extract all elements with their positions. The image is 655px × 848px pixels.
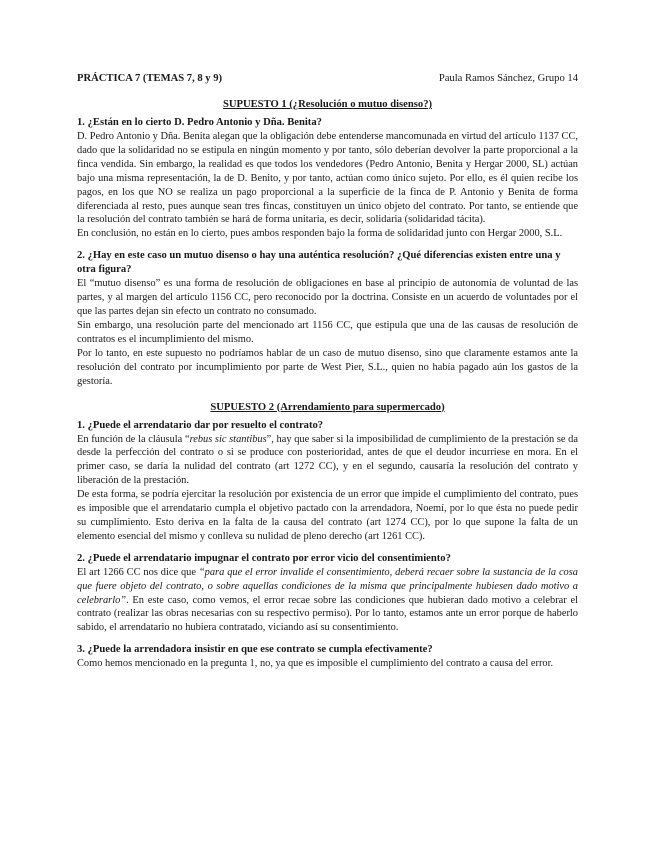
sup2-a2-text-b: . En este caso, como vemos, el error recae sobre las condiciones que hubieran dado motivo a celebrar el contrato (realizar las obras necesarias con su respectivo permiso). Por lo tanto, estamos ante un error porque de haberlo sabido, el arrendatario no hubiera contratado, viciando así su consentimiento. (77, 594, 578, 634)
sup2-answer-2-paragraph-1 (77, 566, 578, 636)
sup1-answer-2-paragraph-2: Sin embargo, una resolución parte del mencionado art 1156 CC, que estipula que una de las causas de resolución de contratos es el incumplimiento del mismo. (77, 319, 578, 345)
sup1-question-1: 1. ¿Están en lo cierto D. Pedro Antonio y Dña. Benita? (77, 117, 322, 128)
document-body (77, 98, 578, 671)
supuesto-1-title: SUPUESTO 1 (¿Resolución o mutuo disenso?) (222, 99, 433, 110)
author-info: Paula Ramos Sánchez, Grupo 14 (438, 73, 578, 84)
sup1-answer-2-paragraph-1: El “mutuo disenso” es una forma de resolución de obligaciones en base al principio de autonomía de voluntad de las partes, y al margen del artículo 1156 CC, pero reconocido por la doctrina. Consiste en un acuerdo de voluntades por el que las partes dejan sin efecto un contrato no consumado. (77, 278, 578, 318)
sup2-a2-text-a: El art 1266 CC nos dice que (77, 566, 199, 578)
page-header (77, 72, 578, 86)
sup1-answer-1-paragraph-2: En conclusión, no están en lo cierto, pues ambos responden bajo la forma de solidaridad junto con Hergar 2000, S.L. (77, 228, 563, 240)
sup2-question-3: 3. ¿Puede la arrendadora insistir en que ese contrato se cumpla efectivamente? (77, 644, 433, 656)
sup2-question-2: 2. ¿Puede el arrendatario impugnar el contrato por error vicio del consentimiento? (77, 552, 451, 564)
sup1-answer-2-paragraph-3: Por lo tanto, en este supuesto no podríamos hablar de un caso de mutuo disenso, sino que claramente estamos ante la resolución del contrato por incumplimiento por parte de West Pier, S.L., quien no había pagado aún los gastos de la gestoría. (77, 347, 578, 387)
document-title: PRÁCTICA 7 (TEMAS 7, 8 y 9) (77, 73, 223, 84)
sup2-answer-3-paragraph-1: Como hemos mencionado en la pregunta 1, no, ya que es imposible el cumplimiento del contrato a causa del error. (77, 658, 554, 670)
sup2-a1-text-b: ”, hay que saber si la imposibilidad de cumplimiento de la prestación se da desde la perfección del contrato o si se produce con posterioridad, antes de que el deudor incurriese en mora. En el primer caso, se daría la nulidad del contrato (art 1272 CC), y en el segundo, causaría la resolución del contrato y liberación de la prestación. (77, 433, 578, 487)
sup2-answer-1-paragraph-1 (77, 433, 578, 489)
sup2-a1-latin-term: rebus sic stantibus (189, 433, 267, 445)
sup1-answer-1-paragraph-1: D. Pedro Antonio y Dña. Benita alegan que la obligación debe entenderse mancomunada en virtud del artículo 1137 CC, dado que la solidaridad no se estipula en ningún momento y por tanto, sólo deberían devolver la parte proporcional a la finca vendida. Sin embargo, la realidad es que todos los vendedores (Pedro Antonio, Benita y Hergar 2000, SL) actúan bajo una misma representación, la de D. Benito, y por tanto, actúan como único sujeto. Por ello, es él quien recibe los pagos, en los que NO se realiza un pago proporcional a la superficie de la finca de P. Antonio y Benita de forma diferenciada al resto, pues aunque sean tres fincas, constituyen un único objeto del contrato. Por tanto, se entiende que la resolución del contrato también se hará de forma unitaria, es decir, solidaria (solidaridad tácita). (77, 131, 578, 226)
sup2-question-1: 1. ¿Puede el arrendatario dar por resuelto el contrato? (77, 419, 324, 431)
sup2-a2-quote: “para que el error invalide el consentimiento, deberá recaer sobre la sustancia de la cosa que fuere objeto del contrato, o sobre aquellas condiciones de la misma que principalmente hubiesen dado motivo a celebrarlo” (77, 566, 578, 606)
sup2-a1-text-a: En función de la cláusula “ (77, 433, 190, 445)
sup2-answer-1-paragraph-2: De esta forma, se podría ejercitar la resolución por existencia de un error que impide el cumplimiento del contrato, pues es imposible que el arrendatario cumpla el objetivo pactado con la arrendadora, Noemí, por lo que ésta no puede pedir su cumplimiento. Esto deriva en la falta de la causa del contrato (art 1274 CC), por lo que supone la falta de un elemento esencial del mismo y conlleva su nulidad de pleno derecho (art 1261 CC). (77, 489, 578, 542)
sup1-question-2: 2. ¿Hay en este caso un mutuo disenso o hay una auténtica resolución? ¿Qué diferencias existen entre una y otra figura? (77, 250, 561, 276)
supuesto-2-title: SUPUESTO 2 (Arrendamiento para supermercado) (210, 401, 445, 413)
